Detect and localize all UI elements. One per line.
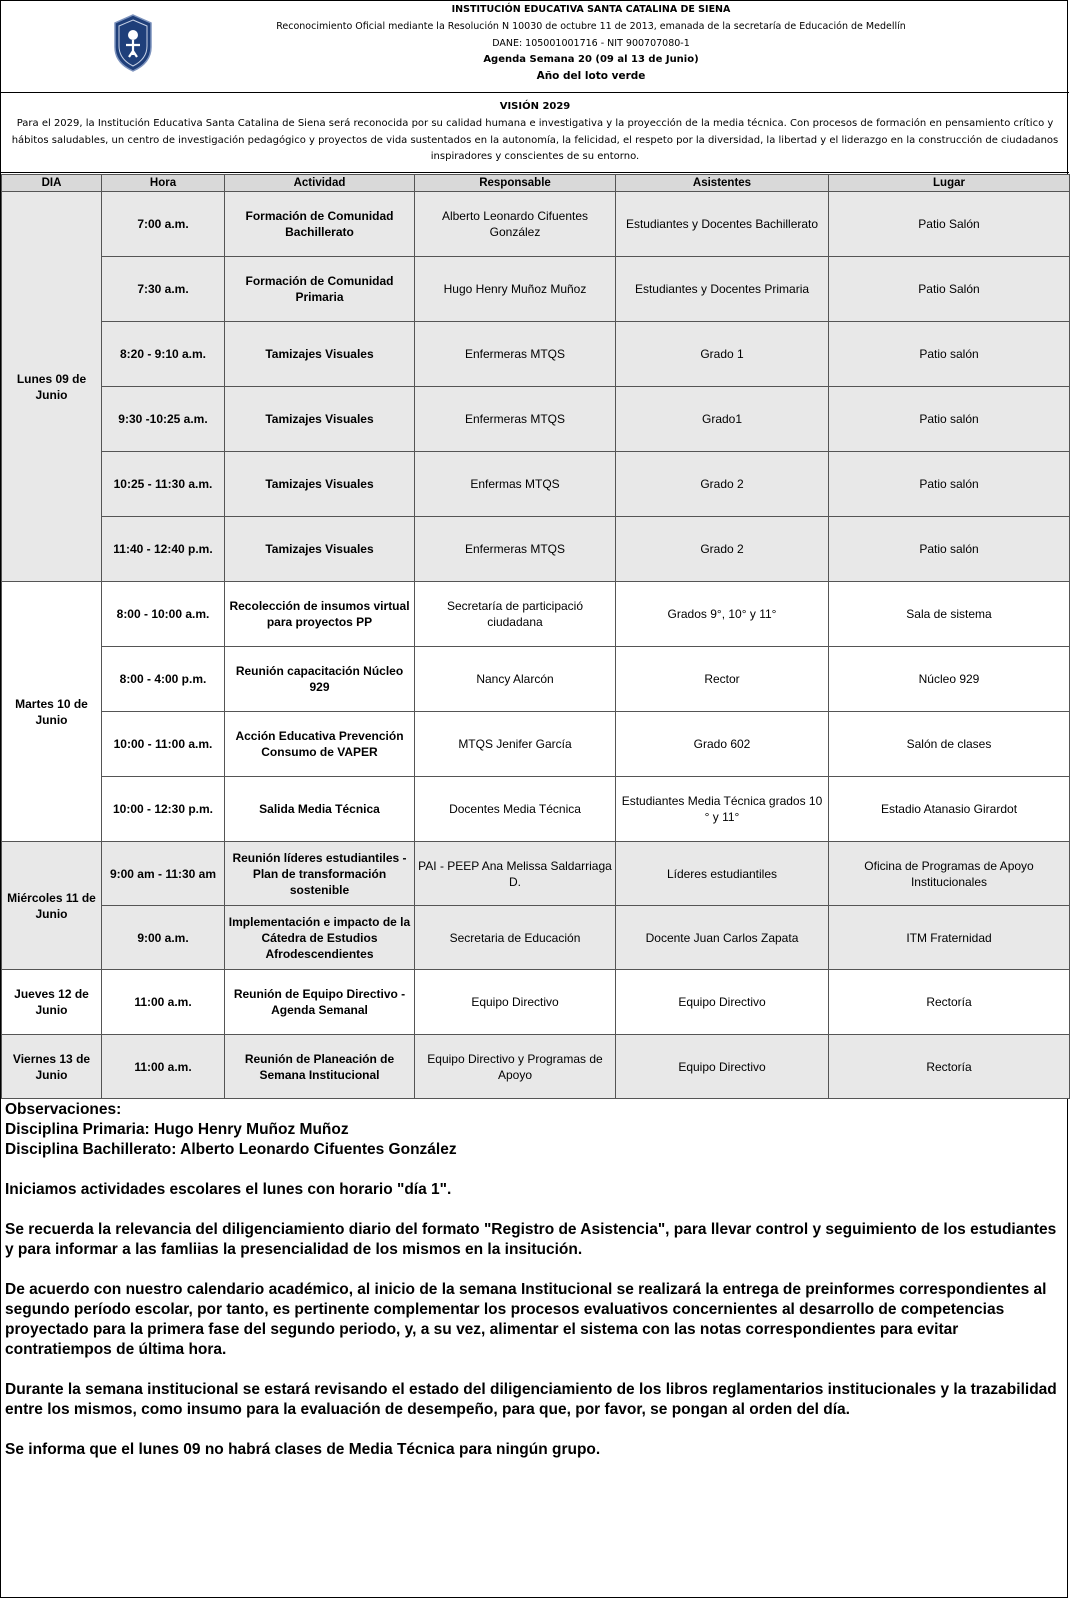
responsable-cell: Equipo Directivo <box>415 970 616 1035</box>
lugar-cell: Estadio Atanasio Girardot <box>829 777 1070 842</box>
lugar-cell: Patio salón <box>829 452 1070 517</box>
column-header-responsable: Responsable <box>415 175 616 192</box>
actividad-cell: Implementación e impacto de la Cátedra de Estudios Afrodescendientes <box>225 906 415 970</box>
day-cell: Martes 10 de Junio <box>2 582 102 842</box>
asistentes-cell: Equipo Directivo <box>616 970 829 1035</box>
table-row <box>2 452 1070 517</box>
table-row <box>2 1035 1070 1099</box>
hora-cell: 8:00 - 10:00 a.m. <box>102 582 225 647</box>
hora-cell: 9:30 -10:25 a.m. <box>102 387 225 452</box>
observacion-paragraph: Durante la semana institucional se estará revisando el estado del diligenciamiento de los libros reglamentarios institucionales y la trazabilidad entre los mismos, como insumo para la evaluación de desempeño, para que, por favor, se pongan al orden del día. <box>5 1381 1057 1418</box>
hora-cell: 9:00 am - 11:30 am <box>102 842 225 906</box>
table-row <box>2 906 1070 970</box>
asistentes-cell: Equipo Directivo <box>616 1035 829 1099</box>
hora-cell: 10:00 - 11:00 a.m. <box>102 712 225 777</box>
responsable-cell: Enfermeras MTQS <box>415 517 616 582</box>
dane-nit: DANE: 105001001716 - NIT 900707080-1 <box>492 38 690 49</box>
actividad-cell: Formación de Comunidad Primaria <box>225 257 415 322</box>
responsable-cell: Hugo Henry Muñoz Muñoz <box>415 257 616 322</box>
lugar-cell: Patio Salón <box>829 257 1070 322</box>
disciplina-bachillerato: Disciplina Bachillerato: Alberto Leonardo Cifuentes González <box>5 1141 457 1158</box>
table-row <box>2 712 1070 777</box>
document-header <box>1 1 1069 93</box>
hora-cell: 11:40 - 12:40 p.m. <box>102 517 225 582</box>
table-row <box>2 387 1070 452</box>
official-recognition: Reconocimiento Oficial mediante la Resolución N 10030 de octubre 11 de 2013, emanada de la secretaría de Educación de Medellín <box>276 21 906 32</box>
institution-logo <box>111 13 155 73</box>
actividad-cell: Salida Media Técnica <box>225 777 415 842</box>
responsable-cell: Secretaria de Educación <box>415 906 616 970</box>
table-row <box>2 322 1070 387</box>
actividad-cell: Formación de Comunidad Bachillerato <box>225 192 415 257</box>
responsable-cell: Nancy Alarcón <box>415 647 616 712</box>
column-header-actividad: Actividad <box>225 175 415 192</box>
hora-cell: 10:25 - 11:30 a.m. <box>102 452 225 517</box>
observaciones-title: Observaciones: <box>5 1101 122 1118</box>
asistentes-cell: Docente Juan Carlos Zapata <box>616 906 829 970</box>
hora-cell: 11:00 a.m. <box>102 1035 225 1099</box>
day-cell: Miércoles 11 de Junio <box>2 842 102 970</box>
actividad-cell: Recolección de insumos virtual para proyectos PP <box>225 582 415 647</box>
lugar-cell: Salón de clases <box>829 712 1070 777</box>
lugar-cell: Oficina de Programas de Apoyo Institucionales <box>829 842 1070 906</box>
institution-name: INSTITUCIÓN EDUCATIVA SANTA CATALINA DE SIENA <box>451 4 731 15</box>
day-cell: Lunes 09 de Junio <box>2 192 102 582</box>
vision-section <box>1 93 1069 173</box>
table-row <box>2 970 1070 1035</box>
table-row <box>2 192 1070 257</box>
responsable-cell: Enfermeras MTQS <box>415 322 616 387</box>
day-cell: Viernes 13 de Junio <box>2 1035 102 1099</box>
asistentes-cell: Estudiantes y Docentes Bachillerato <box>616 192 829 257</box>
lugar-cell: Núcleo 929 <box>829 647 1070 712</box>
table-row <box>2 842 1070 906</box>
table-row <box>2 257 1070 322</box>
asistentes-cell: Grado 2 <box>616 517 829 582</box>
responsable-cell: PAI - PEEP Ana Melissa Saldarriaga D. <box>415 842 616 906</box>
lugar-cell: Patio salón <box>829 517 1070 582</box>
asistentes-cell: Rector <box>616 647 829 712</box>
agenda-table <box>1 174 1070 1099</box>
actividad-cell: Reunión capacitación Núcleo 929 <box>225 647 415 712</box>
table-row <box>2 517 1070 582</box>
column-header-dia: DIA <box>2 175 102 192</box>
responsable-cell: MTQS Jenifer García <box>415 712 616 777</box>
observacion-paragraph: Iniciamos actividades escolares el lunes con horario "día 1". <box>5 1181 452 1198</box>
actividad-cell: Tamizajes Visuales <box>225 517 415 582</box>
actividad-cell: Tamizajes Visuales <box>225 322 415 387</box>
actividad-cell: Reunión líderes estudiantiles - Plan de transformación sostenible <box>225 842 415 906</box>
asistentes-cell: Grado 602 <box>616 712 829 777</box>
table-header-row <box>2 175 1070 192</box>
lugar-cell: Rectoría <box>829 970 1070 1035</box>
lugar-cell: Patio salón <box>829 322 1070 387</box>
hora-cell: 8:20 - 9:10 a.m. <box>102 322 225 387</box>
observacion-paragraph: De acuerdo con nuestro calendario académico, al inicio de la semana Institucional se realizará la entrega de preinformes correspondientes al segundo período escolar, por tanto, es pertinente complementar los procesos evaluativos concernientes al desarrollo de competencias proyectado para la primera fase del segundo periodo, y, a su vez, alimentar el sistema con las notas correspondientes para evitar contratiempos de última hora. <box>5 1281 1047 1358</box>
agenda-title: Agenda Semana 20 (09 al 13 de Junio) <box>483 54 699 65</box>
year-motto: Año del loto verde <box>536 70 646 82</box>
actividad-cell: Reunión de Equipo Directivo - Agenda Semanal <box>225 970 415 1035</box>
hora-cell: 8:00 - 4:00 p.m. <box>102 647 225 712</box>
lugar-cell: Patio Salón <box>829 192 1070 257</box>
responsable-cell: Secretaría de participació ciudadana <box>415 582 616 647</box>
asistentes-cell: Líderes estudiantiles <box>616 842 829 906</box>
asistentes-cell: Grados 9°, 10° y 11° <box>616 582 829 647</box>
asistentes-cell: Estudiantes Media Técnica grados 10 ° y 11° <box>616 777 829 842</box>
lugar-cell: ITM Fraternidad <box>829 906 1070 970</box>
lugar-cell: Rectoría <box>829 1035 1070 1099</box>
observacion-paragraph: Se informa que el lunes 09 no habrá clases de Media Técnica para ningún grupo. <box>5 1441 601 1458</box>
column-header-asistentes: Asistentes <box>616 175 829 192</box>
hora-cell: 7:00 a.m. <box>102 192 225 257</box>
disciplina-primaria: Disciplina Primaria: Hugo Henry Muñoz Muñoz <box>5 1121 349 1138</box>
column-header-lugar: Lugar <box>829 175 1070 192</box>
vision-text: Para el 2029, la Institución Educativa Santa Catalina de Siena será reconocida por su calidad humana e investigativa y la proyección de la media técnica. Con procesos de formación en pensamiento crítico y hábitos saludables, un centro de investigación pedagógico y proyectos de vida sustentados en la autonomía, la felicidad, el respeto por la diversidad, la libertad y el liderazgo en la construcción de ciudadanos inspiradores y conscientes de su entorno. <box>11 118 1059 162</box>
lugar-cell: Patio salón <box>829 387 1070 452</box>
asistentes-cell: Grado 1 <box>616 322 829 387</box>
responsable-cell: Enfermas MTQS <box>415 452 616 517</box>
observaciones-section <box>5 1100 1065 1460</box>
hora-cell: 11:00 a.m. <box>102 970 225 1035</box>
column-header-hora: Hora <box>102 175 225 192</box>
table-row <box>2 582 1070 647</box>
table-row <box>2 647 1070 712</box>
asistentes-cell: Estudiantes y Docentes Primaria <box>616 257 829 322</box>
responsable-cell: Enfermeras MTQS <box>415 387 616 452</box>
hora-cell: 9:00 a.m. <box>102 906 225 970</box>
table-row <box>2 777 1070 842</box>
responsable-cell: Alberto Leonardo Cifuentes González <box>415 192 616 257</box>
actividad-cell: Tamizajes Visuales <box>225 452 415 517</box>
actividad-cell: Acción Educativa Prevención Consumo de VAPER <box>225 712 415 777</box>
hora-cell: 10:00 - 12:30 p.m. <box>102 777 225 842</box>
asistentes-cell: Grado1 <box>616 387 829 452</box>
vision-title: VISIÓN 2029 <box>499 101 571 112</box>
actividad-cell: Reunión de Planeación de Semana Institucional <box>225 1035 415 1099</box>
actividad-cell: Tamizajes Visuales <box>225 387 415 452</box>
day-cell: Jueves 12 de Junio <box>2 970 102 1035</box>
responsable-cell: Docentes Media Técnica <box>415 777 616 842</box>
hora-cell: 7:30 a.m. <box>102 257 225 322</box>
asistentes-cell: Grado 2 <box>616 452 829 517</box>
observacion-paragraph: Se recuerda la relevancia del diligenciamiento diario del formato "Registro de Asistencia", para llevar control y seguimiento de los estudiantes y para informar a las famliias la presencialidad de los mismos en la insitución. <box>5 1221 1057 1258</box>
lugar-cell: Sala de sistema <box>829 582 1070 647</box>
responsable-cell: Equipo Directivo y Programas de Apoyo <box>415 1035 616 1099</box>
